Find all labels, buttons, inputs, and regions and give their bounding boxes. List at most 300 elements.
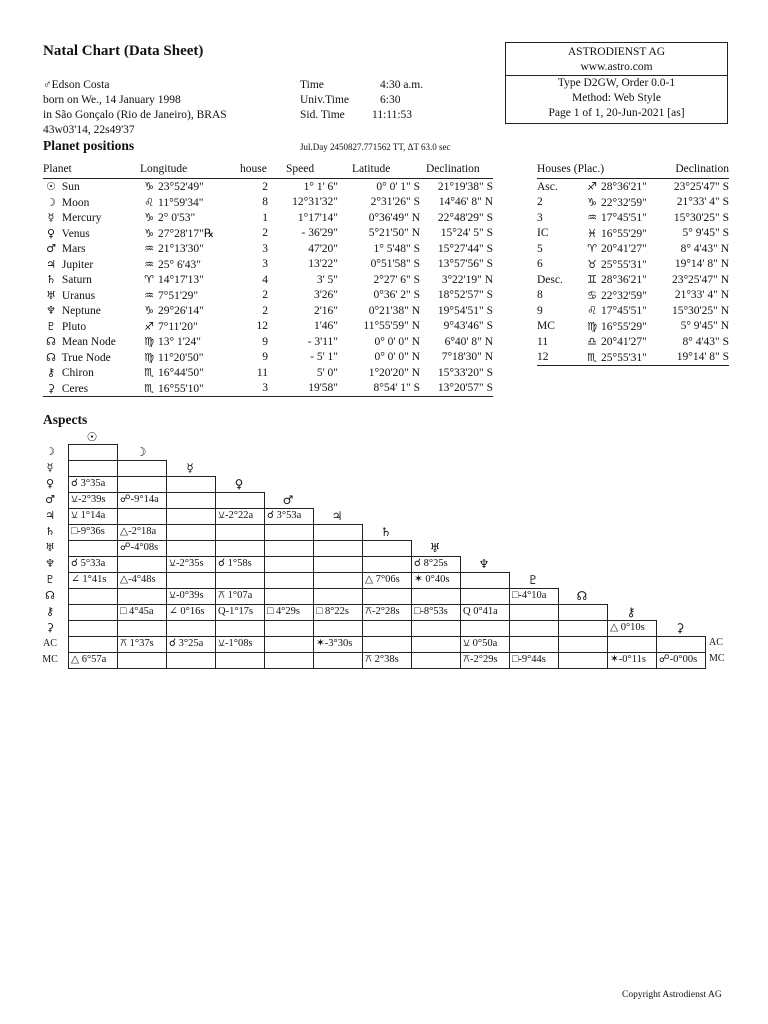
house-longitude-cell: [583, 241, 663, 257]
declination-cell: 15°33'20" S: [437, 366, 493, 379]
aspect-col-glyph-icon: ☿: [186, 461, 194, 475]
longitude-value: 25° 6'43": [158, 258, 201, 271]
aspect-cell: [411, 556, 461, 573]
aspect-value: ⚺-2°39s: [71, 494, 106, 505]
planet-cell: [43, 381, 140, 397]
aspect-value: Q 0°41a: [463, 606, 498, 617]
declination-cell: 13°20'57" S: [426, 381, 493, 397]
aspect-value: □-9°44s: [512, 654, 546, 665]
planet-glyph-icon: ♄: [46, 273, 56, 287]
longitude-cell: [140, 226, 240, 242]
col-house: house: [240, 160, 282, 179]
speed-cell: - 3'11": [307, 335, 338, 348]
company-url[interactable]: www.astro.com: [580, 61, 653, 73]
aspect-value: ⚺-2°22a: [218, 510, 254, 521]
house-row: [537, 272, 729, 288]
aspect-value: □ 4°29s: [267, 606, 301, 617]
longitude-value: 14°17'13": [158, 274, 204, 287]
house-longitude-value: 17°45'51": [601, 212, 647, 225]
aspect-value: ⚺-0°39s: [169, 590, 204, 601]
aspect-cell: [509, 604, 559, 621]
latitude-cell: 1°20'20" N: [368, 366, 420, 379]
zodiac-sign-icon: ♍: [587, 319, 597, 333]
planet-glyph-icon: ♇: [46, 319, 56, 333]
aspect-col-glyph-icon: ⚷: [626, 605, 636, 619]
house-cell: 4: [262, 273, 268, 286]
aspect-row-glyph-icon: ♀: [45, 477, 55, 490]
birth-coords: 43w03'14, 22s49'37: [43, 124, 135, 136]
aspect-col-glyph-icon: ♅: [429, 541, 441, 555]
house-cell: 3: [240, 381, 282, 397]
latitude-cell: 0°36' 2" S: [373, 289, 420, 302]
aspect-cell: [166, 572, 216, 589]
planet-cell: [43, 365, 140, 381]
aspect-value: ⚻ 1°07a: [218, 590, 253, 601]
house-cell: 11: [256, 366, 268, 379]
planet-name: Moon: [61, 196, 90, 209]
house-declination-cell: 5° 9'45" S: [682, 227, 729, 240]
aspect-value: ✶ 0°40s: [414, 574, 450, 585]
aspect-cell: [558, 604, 608, 621]
aspect-cell: [362, 588, 412, 605]
house-cell: 3: [262, 258, 268, 271]
longitude-cell: [140, 272, 240, 288]
latitude-cell: 0°36'49" N: [368, 211, 420, 224]
time-value: 4:30 a.m.: [380, 79, 424, 91]
col-longitude: Longitude: [140, 160, 240, 179]
house-name: 11: [537, 335, 549, 348]
aspect-value: ⚻-2°28s: [365, 606, 400, 617]
zodiac-sign-icon: ♏: [587, 350, 597, 364]
sid-value: 11:11:53: [372, 109, 413, 121]
aspect-cell: [117, 476, 167, 493]
declination-cell: 13°57'56" S: [437, 258, 493, 271]
aspect-cell: [166, 524, 216, 541]
aspect-cell: [362, 604, 412, 621]
planet-name: Neptune: [61, 305, 101, 318]
aspect-cell: [264, 508, 314, 525]
aspect-cell: [68, 524, 118, 541]
aspect-cell: [215, 556, 265, 573]
house-longitude-cell: [583, 350, 663, 366]
zodiac-sign-icon: ♑: [144, 180, 154, 194]
planet-name: Chiron: [61, 367, 94, 380]
aspect-cell: [460, 604, 510, 621]
aspect-cell: [411, 620, 461, 637]
sid-label: Sid. Time: [300, 109, 345, 121]
aspect-cell: [264, 540, 314, 557]
aspect-cell: [362, 556, 412, 573]
house-cell: 9: [262, 351, 268, 364]
longitude-cell: [140, 365, 240, 381]
house-row: [537, 210, 729, 226]
aspect-value: ⚺ 0°50a: [463, 638, 498, 649]
aspect-cell: [117, 636, 167, 653]
house-row: [537, 288, 729, 304]
house-longitude-cell: [583, 210, 663, 226]
house-longitude-cell: [583, 179, 663, 195]
planet-row: [43, 334, 493, 350]
house-cell: 12: [256, 320, 268, 333]
house-cell: 1: [262, 211, 268, 224]
aspect-cell: [166, 652, 216, 669]
planet-positions-title: Planet positions: [43, 138, 135, 153]
longitude-value: 11°20'50": [158, 351, 204, 364]
planet-glyph-icon: ☿: [47, 211, 55, 225]
house-cell: 8: [262, 196, 268, 209]
aspect-cell: [313, 588, 363, 605]
aspect-value: □ 8°22s: [316, 606, 350, 617]
aspect-cell: [166, 508, 216, 525]
aspect-value: ⚻ 1°37s: [120, 638, 154, 649]
house-declination-cell: 23°25'47" N: [671, 273, 729, 286]
planet-cell: [43, 350, 140, 366]
aspect-cell: [166, 620, 216, 637]
aspect-cell: [117, 460, 167, 477]
zodiac-sign-icon: ♍: [144, 335, 154, 349]
declination-cell: 22°48'29" S: [437, 211, 493, 224]
planet-glyph-icon: ☊: [46, 335, 56, 349]
aspect-cell: [362, 572, 412, 589]
aspect-cell: [117, 588, 167, 605]
aspect-cell: [558, 652, 608, 669]
aspect-cell: [215, 636, 265, 653]
house-longitude-cell: [583, 288, 663, 304]
aspect-cell: [313, 636, 363, 653]
zodiac-sign-icon: ♈: [144, 273, 154, 287]
aspect-value: ✶-0°11s: [610, 654, 646, 665]
declination-cell: 7°18'30" N: [441, 351, 493, 364]
aspect-value: ⚺ 1°14a: [71, 510, 106, 521]
aspect-value: ☌ 5°33a: [71, 558, 106, 569]
house-longitude-cell: [583, 334, 663, 350]
aspect-row-glyph-icon: ♂: [45, 493, 55, 506]
house-name: 2: [537, 196, 543, 209]
aspect-value: □-8°53s: [414, 606, 448, 617]
aspect-value: △-2°18a: [120, 526, 157, 537]
aspect-cell: [68, 492, 118, 509]
house-cell: 2: [262, 304, 268, 317]
aspect-cell: [362, 620, 412, 637]
planet-row: [43, 319, 493, 335]
aspect-cell: [117, 620, 167, 637]
chart-type: Type D2GW, Order 0.0-1: [557, 77, 676, 89]
aspect-value: ⚻-2°29s: [463, 654, 498, 665]
aspect-cell: [411, 652, 461, 669]
longitude-cell: [140, 210, 240, 226]
planet-glyph-icon: ♅: [46, 288, 56, 302]
aspect-cell: [313, 556, 363, 573]
aspect-cell: [362, 540, 412, 557]
zodiac-sign-icon: ♒: [144, 257, 154, 271]
planet-cell: [43, 195, 140, 211]
aspect-cell: [117, 572, 167, 589]
house-longitude-value: 25°55'31": [601, 258, 647, 271]
aspect-value: ☌ 3°53a: [267, 510, 302, 521]
aspect-cell: [313, 524, 363, 541]
aspect-cell: [607, 652, 657, 669]
aspect-row-glyph-icon: AC: [43, 638, 57, 649]
house-declination-cell: 23°25'47" S: [673, 180, 729, 193]
aspect-value: ∠ 1°41s: [71, 574, 107, 585]
aspect-cell: [656, 636, 706, 653]
declination-cell: 9°43'46" S: [443, 320, 493, 333]
house-longitude-value: 20°41'27": [601, 243, 647, 256]
planet-glyph-icon: ♃: [46, 257, 56, 271]
planet-glyph-icon: ⚳: [46, 381, 56, 395]
latitude-cell: 0° 0' 0" N: [374, 335, 420, 348]
zodiac-sign-icon: ♏: [144, 366, 154, 380]
speed-cell: 47'20": [308, 242, 338, 255]
zodiac-sign-icon: ♓: [587, 226, 597, 240]
aspect-cell: [607, 620, 657, 637]
longitude-value: 7°51'29": [158, 289, 199, 302]
aspect-cell: [215, 508, 265, 525]
aspect-value: ☍-0°00s: [659, 654, 698, 665]
zodiac-sign-icon: ♋: [587, 288, 597, 302]
planet-name: Uranus: [61, 289, 96, 302]
speed-cell: 19'58": [282, 381, 344, 397]
planet-table-wrap: [43, 160, 493, 397]
aspect-cell: [264, 556, 314, 573]
planet-name: Venus: [61, 227, 90, 240]
aspect-cell: [509, 588, 559, 605]
ut-value: 6:30: [380, 94, 401, 106]
planet-cell: [43, 257, 140, 273]
house-cell: 3: [262, 242, 268, 255]
zodiac-sign-icon: ♏: [144, 381, 154, 395]
aspect-cell: [509, 636, 559, 653]
aspect-value: ☌ 1°58s: [218, 558, 252, 569]
zodiac-sign-icon: ♑: [587, 195, 597, 209]
aspect-cell: [117, 556, 167, 573]
planet-cell: [43, 272, 140, 288]
col-declination: Declination: [426, 160, 493, 179]
aspect-cell: [509, 620, 559, 637]
house-longitude-cell: [583, 272, 663, 288]
aspect-right-label: MC: [709, 653, 725, 664]
planet-row: [43, 303, 493, 319]
aspect-value: ⚺-2°35s: [169, 558, 204, 569]
house-row: [537, 195, 729, 211]
aspect-cell: [264, 588, 314, 605]
aspect-cell: [460, 588, 510, 605]
aspect-col-glyph-icon: ♀: [234, 477, 244, 491]
page-info: Page 1 of 1, 20-Jun-2021 [as]: [548, 107, 685, 119]
planet-cell: [43, 303, 140, 319]
aspect-value: △ 0°10s: [610, 622, 645, 633]
planet-cell: [43, 319, 140, 335]
house-row: [537, 226, 729, 242]
declination-cell: 18°52'57" S: [437, 289, 493, 302]
aspect-cell: [411, 604, 461, 621]
latitude-cell: 2°27' 6" S: [373, 273, 420, 286]
aspect-cell: [68, 604, 118, 621]
aspect-row-glyph-icon: ☽: [45, 445, 55, 458]
zodiac-sign-icon: ♒: [144, 242, 154, 256]
col-planet: Planet: [43, 160, 140, 179]
house-longitude-value: 16°55'29": [601, 320, 647, 333]
aspect-cell: [68, 572, 118, 589]
aspect-cell: [313, 540, 363, 557]
aspect-col-glyph-icon: ☽: [135, 445, 147, 459]
aspect-cell: [215, 652, 265, 669]
aspect-cell: [117, 540, 167, 557]
house-name: IC: [537, 227, 549, 240]
planet-row: [43, 350, 493, 366]
longitude-value: 2° 0'53": [158, 212, 196, 225]
speed-cell: 1° 1' 6": [303, 180, 338, 193]
aspect-value: ⚺-1°08s: [218, 638, 253, 649]
zodiac-sign-icon: ♌: [144, 195, 154, 209]
house-longitude-value: 16°55'29": [601, 227, 647, 240]
aspect-cell: [117, 492, 167, 509]
aspect-col-glyph-icon: ♄: [380, 525, 392, 539]
longitude-cell: [140, 350, 240, 366]
aspect-value: ∠ 0°16s: [169, 606, 205, 617]
house-cell: 2: [262, 227, 268, 240]
aspect-cell: [68, 556, 118, 573]
aspect-cell: [264, 604, 314, 621]
planet-table: [43, 160, 493, 397]
house-declination-cell: 21°33' 4" N: [674, 289, 729, 302]
aspect-value: □-9°36s: [71, 526, 105, 537]
house-cell: 2: [262, 180, 268, 193]
aspect-value: ☌ 3°25a: [169, 638, 204, 649]
house-table-wrap: [537, 160, 729, 366]
declination-cell: 15°27'44" S: [437, 242, 493, 255]
aspect-value: Q-1°17s: [218, 606, 254, 617]
aspect-cell: [117, 508, 167, 525]
aspect-value: ☍-4°08s: [120, 542, 159, 553]
house-row: [537, 319, 729, 335]
aspect-cell: [264, 652, 314, 669]
house-name: 8: [537, 289, 543, 302]
aspect-cell: [656, 652, 706, 669]
aspect-value: △ 6°57a: [71, 654, 107, 665]
aspect-row-glyph-icon: ☿: [46, 461, 54, 474]
aspect-cell: [313, 620, 363, 637]
aspect-cell: [264, 636, 314, 653]
aspect-cell: [166, 476, 216, 493]
aspect-cell: [117, 604, 167, 621]
aspect-value: △-4°48s: [120, 574, 156, 585]
aspect-value: ⚻ 2°38s: [365, 654, 399, 665]
planet-row: [43, 272, 493, 288]
aspect-row-glyph-icon: ♆: [45, 557, 55, 570]
aspect-cell: [264, 620, 314, 637]
zodiac-sign-icon: ♑: [144, 304, 154, 318]
house-declination-cell: 15°30'25" N: [671, 304, 729, 317]
longitude-cell: [140, 319, 240, 335]
longitude-value: 13° 1'24": [158, 336, 201, 349]
longitude-value: 16°44'50": [158, 367, 204, 380]
planet-glyph-icon: ⚷: [46, 366, 56, 380]
longitude-value: 27°28'17"℞: [158, 228, 215, 241]
aspect-col-glyph-icon: ♃: [331, 509, 343, 523]
aspect-row-glyph-icon: ☊: [45, 589, 55, 602]
house-name: 12: [537, 350, 583, 366]
speed-cell: - 5' 1": [310, 351, 338, 364]
house-row: [537, 179, 729, 195]
house-longitude-cell: [583, 195, 663, 211]
house-longitude-cell: [583, 257, 663, 273]
aspect-cell: [460, 636, 510, 653]
aspect-cell: [313, 652, 363, 669]
aspect-cell: [215, 540, 265, 557]
aspect-cell: [215, 620, 265, 637]
house-cell: 9: [262, 335, 268, 348]
aspect-cell: [509, 652, 559, 669]
aspect-col-glyph-icon: ☉: [86, 430, 98, 444]
latitude-cell: 0°51'58" S: [370, 258, 420, 271]
astrodienst-info-box: [505, 42, 728, 124]
zodiac-sign-icon: ♉: [587, 257, 597, 271]
longitude-value: 7°11'20": [158, 320, 198, 333]
aspect-cell: [166, 604, 216, 621]
longitude-value: 21°13'30": [158, 243, 204, 256]
house-row: [537, 303, 729, 319]
aspect-cell: [68, 652, 118, 669]
zodiac-sign-icon: ♑: [144, 211, 154, 225]
aspect-col-glyph-icon: ⚳: [675, 621, 685, 635]
aspect-right-label: AC: [709, 637, 723, 648]
planet-name: Jupiter: [61, 258, 94, 271]
speed-cell: - 36'29": [301, 227, 338, 240]
aspect-cell: [362, 636, 412, 653]
aspect-value: ✶-3°30s: [316, 638, 353, 649]
aspect-cell: [460, 620, 510, 637]
planet-glyph-icon: ♂: [46, 242, 56, 256]
planet-cell: [43, 226, 140, 242]
aspect-cell: [558, 636, 608, 653]
planet-row: [43, 179, 493, 195]
aspect-cell: [117, 652, 167, 669]
aspect-cell: [411, 588, 461, 605]
house-row: [537, 241, 729, 257]
aspect-value: ☍-9°14a: [120, 494, 159, 505]
aspect-cell: [362, 652, 412, 669]
time-label: Time: [300, 79, 324, 91]
aspect-row-glyph-icon: ♅: [45, 541, 55, 554]
declination-cell: 14°46' 8" N: [438, 196, 493, 209]
person-name: ♂Edson Costa: [43, 79, 110, 91]
longitude-value: 11°59'34": [158, 196, 204, 209]
planet-glyph-icon: ♆: [46, 304, 56, 318]
latitude-cell: 1° 5'48" S: [373, 242, 420, 255]
planet-row: [43, 210, 493, 226]
planet-name: Ceres: [61, 382, 89, 395]
aspect-cell: [460, 572, 510, 589]
house-longitude-value: 28°36'21": [601, 181, 647, 194]
planet-row: [43, 226, 493, 242]
house-cell: 2: [262, 289, 268, 302]
longitude-cell: [140, 195, 240, 211]
aspect-value: △ 7°06s: [365, 574, 400, 585]
aspect-col-glyph-icon: ♂: [282, 493, 294, 507]
house-longitude-value: 28°36'21": [601, 274, 647, 287]
zodiac-sign-icon: ♒: [587, 211, 597, 225]
planet-name: Mars: [61, 243, 86, 256]
declination-cell: 6°40' 8" N: [444, 335, 493, 348]
aspect-cell: [558, 620, 608, 637]
ut-label: Univ.Time: [300, 94, 349, 106]
aspect-col-glyph-icon: ☊: [576, 589, 588, 603]
aspect-row-glyph-icon: ♇: [45, 573, 55, 586]
zodiac-sign-icon: ♎: [587, 335, 597, 349]
house-table: [537, 160, 729, 366]
aspect-cell: [166, 588, 216, 605]
